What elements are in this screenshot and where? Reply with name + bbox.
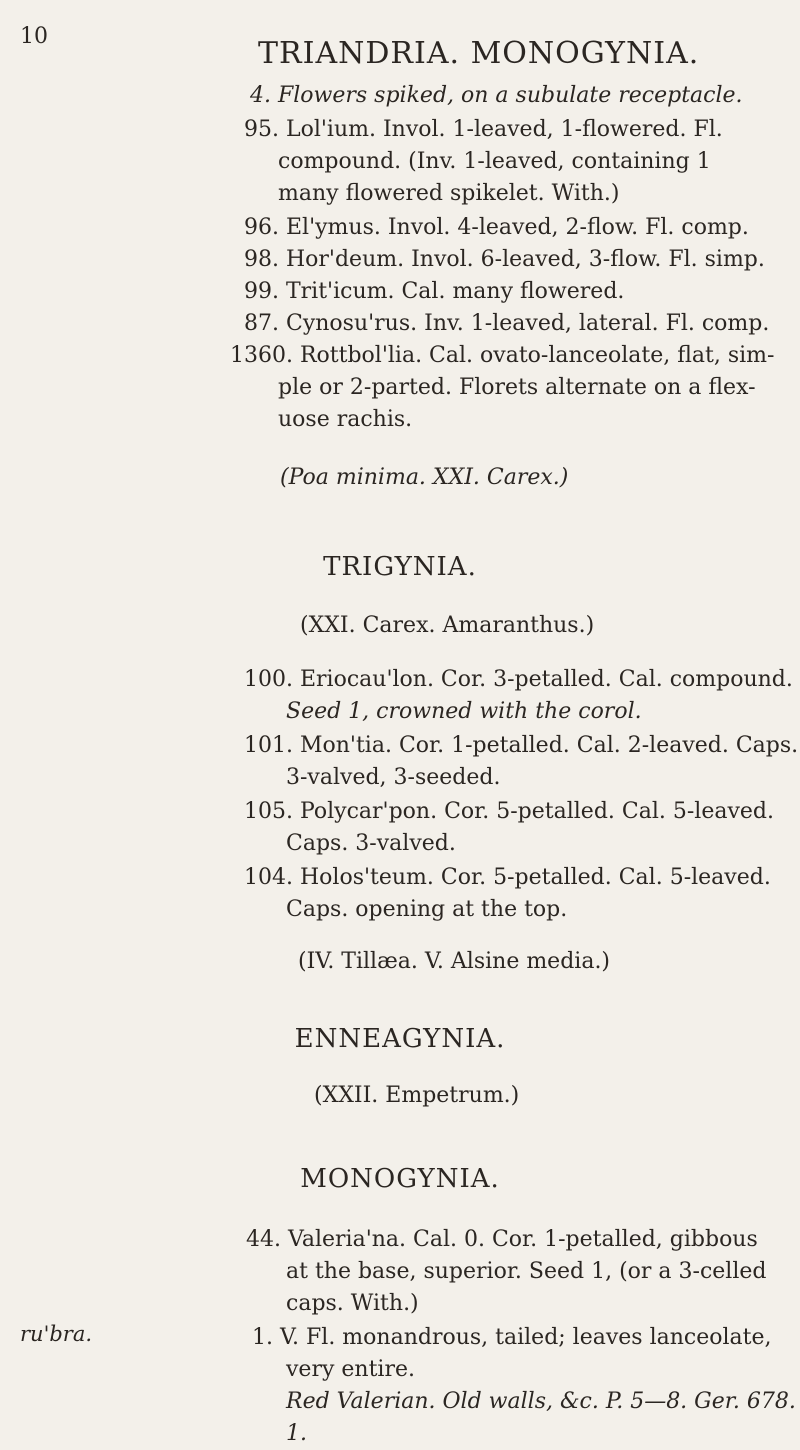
entry-line: many flowered spikelet. With.) [278, 181, 620, 206]
section-heading-trigynia: TRIGYNIA. [323, 552, 477, 582]
section-heading-monogynia: MONOGYNIA. [300, 1164, 500, 1194]
entry-line: 1360. Rottbol'lia. Cal. ovato-lanceolate, flat, sim- [230, 343, 775, 368]
margin-species-name: ru'bra. [20, 1322, 93, 1346]
entry-line: 99. Trit'icum. Cal. many flowered. [244, 279, 625, 304]
entry-line: 105. Polycar'pon. Cor. 5-petalled. Cal. 5-leaved. [244, 799, 774, 824]
entry-line: at the base, superior. Seed 1, (or a 3-celled [286, 1259, 767, 1284]
entry-line: 100. Eriocau'lon. Cor. 3-petalled. Cal. compound. [244, 667, 793, 692]
entry-line: Caps. opening at the top. [286, 897, 568, 922]
cross-reference: (XXII. Empetrum.) [314, 1083, 520, 1108]
entry-line: 87. Cynosu'rus. Inv. 1-leaved, lateral. Fl. comp. [244, 311, 770, 336]
entry-line: Caps. 3-valved. [286, 831, 456, 856]
entry-line: uose rachis. [278, 407, 413, 432]
entry-line: Seed 1, crowned with the corol. [286, 699, 642, 724]
entry-line: 104. Holos'teum. Cor. 5-petalled. Cal. 5-leaved. [244, 865, 771, 890]
cross-reference: (Poa minima. XXI. Carex.) [280, 465, 569, 490]
section-line: 4. Flowers spiked, on a subulate receptacle. [250, 83, 743, 108]
entry-line: Red Valerian. Old walls, &c. P. 5—8. Ger. 678. 1. [286, 1389, 796, 1446]
entry-line: 44. Valeria'na. Cal. 0. Cor. 1-petalled, gibbous [246, 1227, 758, 1252]
entry-line: very entire. [286, 1357, 415, 1382]
running-head: TRIANDRIA. MONOGYNIA. [258, 36, 700, 71]
entry-line: 101. Mon'tia. Cor. 1-petalled. Cal. 2-leaved. Caps. [244, 733, 799, 758]
entry-line: compound. (Inv. 1-leaved, containing 1 [278, 149, 711, 174]
cross-reference: (IV. Tillæa. V. Alsine media.) [298, 949, 611, 974]
page-number: 10 [20, 24, 48, 49]
entry-line: caps. With.) [286, 1291, 419, 1316]
section-heading-enneagynia: ENNEAGYNIA. [294, 1024, 506, 1054]
entry-line: 95. Lol'ium. Invol. 1-leaved, 1-flowered. Fl. [244, 117, 723, 142]
entry-line: ple or 2-parted. Florets alternate on a flex- [278, 375, 756, 400]
cross-reference: (XXI. Carex. Amaranthus.) [300, 613, 595, 638]
entry-line: 1. V. Fl. monandrous, tailed; leaves lanceolate, [252, 1325, 772, 1350]
entry-line: 98. Hor'deum. Invol. 6-leaved, 3-flow. Fl. simp. [244, 247, 765, 272]
entry-line: 3-valved, 3-seeded. [286, 765, 501, 790]
entry-line: 96. El'ymus. Invol. 4-leaved, 2-flow. Fl. comp. [244, 215, 749, 240]
